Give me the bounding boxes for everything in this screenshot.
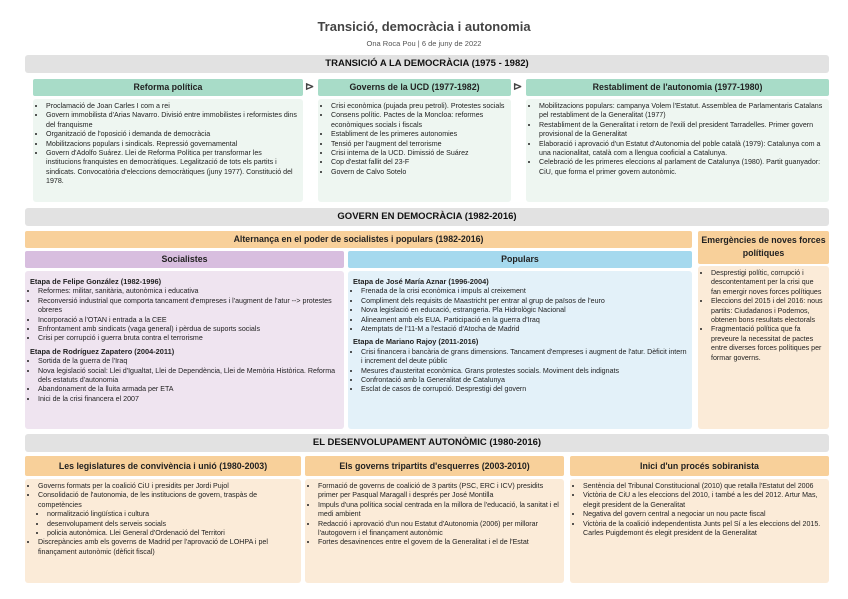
panel-noves-forces — [698, 266, 829, 429]
list-item: • Enfrontament amb sindicats (vaga general) i pèrdua de suports socials — [38, 325, 339, 334]
list-item: • Mobilitzacions populars: campanya Volem l'Estatut. Assemblea de Parlamentaris Catalans pel restabliment de la Generalitat (1977) — [539, 102, 824, 121]
list-convivencia-unio — [25, 479, 301, 583]
list-item: • Eleccions del 2015 i del 2016: nous partits: Ciudadanos i Podemos, obtenen bons resultats electorals — [711, 297, 824, 325]
page-subtitle: Ona Roca Pou | 6 de juny de 2022 — [366, 39, 482, 48]
list-item: • Govern d'Adolfo Suárez. Llei de Reforma Política per transformar les institucions franquistes en democràtiques. Legalització de tots els partits i sindicats. Convocatòria d'eleccions democràtiques (juny 1977). Constitució del 1978. — [46, 149, 298, 187]
list-item: • Discrepàncies amb els governs de Madrid per l'aprovació de LOHPA i pel finançament autonòmic (dèficit fiscal) — [38, 538, 296, 557]
list-item: • Reconversió industrial que comporta tancament d'empreses i l'augment de l'atur --> protestes obreres — [38, 297, 339, 316]
section-bar-democracy: GOVERN EN DEMOCRÀCIA (1982-2016) — [25, 208, 829, 226]
list-item: • Celebració de les primeres eleccions al parlament de Catalunya (1980). Partit guanyador: CiU, que forma el primer govern autonòmic. — [539, 158, 824, 177]
list-item: • Esclat de casos de corrupció. Desprestigi del govern — [361, 385, 687, 394]
header-socialistes: Socialistes — [25, 251, 344, 268]
list-item: • Crisi interna de la UCD. Dimissió de Suárez — [331, 149, 506, 158]
list-item: • Governs formats per la coalició CiU i presidits per Jordi Pujol — [38, 482, 296, 491]
list-item: • Nova legislació en educació, estrangeria. Pla Hidrològic Nacional — [361, 306, 687, 315]
list-item: • Consens polític. Pactes de la Moncloa: reformes econòmiques socials i fiscals — [331, 111, 506, 130]
list-governs-ucd — [318, 99, 511, 202]
page-title: Transició, democràcia i autonomia — [317, 19, 531, 34]
list-item: • Redacció i aprovació d'un nou Estatut d'Autonomia (2006) per millorar l'autogovern i el finançament autonòmic — [318, 520, 559, 539]
sub-list-item: • desenvolupament dels serveis socials — [47, 520, 296, 529]
list-tripartits — [305, 479, 564, 583]
list-item: • Sentència del Tribunal Constitucional (2010) que retalla l'Estatut del 2006 — [583, 482, 824, 491]
list-restabliment-autonomia — [526, 99, 829, 202]
arrow-right-icon: ⊳ — [513, 81, 523, 93]
stage-title-zapatero: Etapa de Rodríguez Zapatero (2004-2011) — [30, 346, 175, 356]
list-item: • Establiment de les primeres autonomies — [331, 130, 506, 139]
list-item: • Formació de governs de coalició de 3 partits (PSC, ERC i ICV) presidits primer per Pasqual Maragall i després per José Montilla — [318, 482, 559, 501]
header-convivencia-unio: Les legislatures de convivència i unió (1980-2003) — [25, 456, 301, 476]
list-item: • Cop d'estat fallit del 23-F — [331, 158, 506, 167]
sub-list-item: • policia autonòmica. Llei General d'Ordenació del Territori — [47, 529, 296, 538]
panel-populars — [348, 271, 692, 429]
list-item: • Alineament amb els EUA. Participació en la guerra d'Iraq — [361, 316, 687, 325]
list-item: • Mesures d'austeritat econòmica. Grans protestes socials. Moviment dels indignats — [361, 367, 687, 376]
arrow-right-icon: ⊳ — [305, 81, 315, 93]
stage-title-rajoy: Etapa de Mariano Rajoy (2011-2016) — [353, 337, 479, 347]
header-governs-ucd: Governs de la UCD (1977-1982) — [318, 79, 511, 96]
list-item: • Incorporació a l'OTAN i entrada a la CEE — [38, 316, 339, 325]
list-item: • Restabliment de la Generalitat i retorn de l'exili del president Tarradelles. Primer govern provisional de la Generalitat — [539, 121, 824, 140]
section-bar-transition: TRANSICIÓ A LA DEMOCRÀCIA (1975 - 1982) — [25, 55, 829, 73]
list-proces-sobiranista — [570, 479, 829, 583]
list-item: • Frenada de la crisi econòmica i impuls al creixement — [361, 287, 687, 296]
list-item: • Tensió per l'augment del terrorisme — [331, 140, 506, 149]
list-item: • Mobilitzacions populars i sindicals. Repressió governamental — [46, 140, 298, 149]
list-item: • Negativa del govern central a negociar un nou pacte fiscal — [583, 510, 824, 519]
list-item: • Consolidació de l'autonomia, de les institucions de govern, traspàs de competències • normalització lingüística i cultura • desenvolupament dels serveis socials • policia autonòmica. Llei General d'Ordenació del Territori — [38, 491, 296, 538]
list-item: • Proclamació de Joan Carles I com a rei — [46, 102, 298, 111]
list-item: • Govern de Calvo Sotelo — [331, 168, 506, 177]
list-item: • Confrontació amb la Generalitat de Catalunya — [361, 376, 687, 385]
list-item: • Desprestigi polític, corrupció i descontentament per la crisi que fan emergir noves forces polítiques — [711, 269, 824, 297]
panel-socialistes — [25, 271, 344, 429]
sub-list-item: • normalització lingüística i cultura — [47, 510, 296, 519]
list-item: • Govern immobilista d'Arias Navarro. Divisió entre immobilistes i reformistes dins del franquisme — [46, 111, 298, 130]
list-item: • Nova legislació social: Llei d'Igualtat, Llei de Dependència, Llei de Memòria Històrica. Reforma dels estatuts d'autonomia — [38, 367, 339, 386]
header-tripartits: Els governs tripartits d'esquerres (2003-2010) — [305, 456, 564, 476]
list-item: • Crisi econòmica (pujada preu petroli). Protestes socials — [331, 102, 506, 111]
list-reforma-politica — [33, 99, 303, 202]
header-populars: Populars — [348, 251, 692, 268]
list-item: • Crisi financera i bancària de grans dimensions. Tancament d'empreses i augment de l'atur. Dèficit intern i increment del deute públic — [361, 348, 687, 367]
header-noves-forces: Emergències de noves forces polítiques — [698, 231, 829, 264]
list-item: • Sortida de la guerra de l'Iraq — [38, 357, 339, 366]
list-item: • Reformes: militar, sanitària, autonòmica i educativa — [38, 287, 339, 296]
list-item: • Victòria de CiU a les eleccions del 2010, i també a les del 2012. Artur Mas, elegit president de la Generalitat — [583, 491, 824, 510]
list-item: • Inici de la crisi financera el 2007 — [38, 395, 339, 404]
section-bar-autonomy: EL DESENVOLUPAMENT AUTONÒMIC (1980-2016) — [25, 434, 829, 452]
list-item: • Fragmentació política que fa preveure la necessitat de pactes entre diverses forces polítiques per formar governs. — [711, 325, 824, 363]
list-item: • Fortes desavinences entre el govern de la Generalitat i el de l'Estat — [318, 538, 559, 547]
header-proces-sobiranista: Inici d'un procés sobiranista — [570, 456, 829, 476]
header-restabliment-autonomia: Restabliment de l'autonomia (1977-1980) — [526, 79, 829, 96]
list-item: • Victòria de la coalició independentista Junts pel Sí a les eleccions del 2015. Carles Puigdemont és elegit president de la Generalitat — [583, 520, 824, 539]
list-item: • Elaboració i aprovació d'un Estatut d'Autonomia del poble català (1979): Catalunya com a una nacionalitat, català com a llengua cooficial a Catalunya. — [539, 140, 824, 159]
list-item: • Abandonament de la lluita armada per ETA — [38, 385, 339, 394]
list-item: • Impuls d'una política social centrada en la millora de l'educació, la sanitat i el medi ambient — [318, 501, 559, 520]
list-item: • Atemptats de l'11-M a l'estació d'Atocha de Madrid — [361, 325, 687, 334]
header-alternanca: Alternança en el poder de socialistes i populars (1982-2016) — [25, 231, 692, 248]
list-item: • Organització de l'oposició i demanda de democràcia — [46, 130, 298, 139]
list-item: • Compliment dels requisits de Maastricht per entrar al grup de països de l'euro — [361, 297, 687, 306]
list-item: • Crisi per corrupció i guerra bruta contra el terrorisme — [38, 334, 339, 343]
stage-title-aznar: Etapa de José María Aznar (1996-2004) — [353, 277, 489, 286]
stage-title-gonzalez: Etapa de Felipe González (1982-1996) — [30, 277, 162, 286]
header-reforma-politica: Reforma política — [33, 79, 303, 96]
